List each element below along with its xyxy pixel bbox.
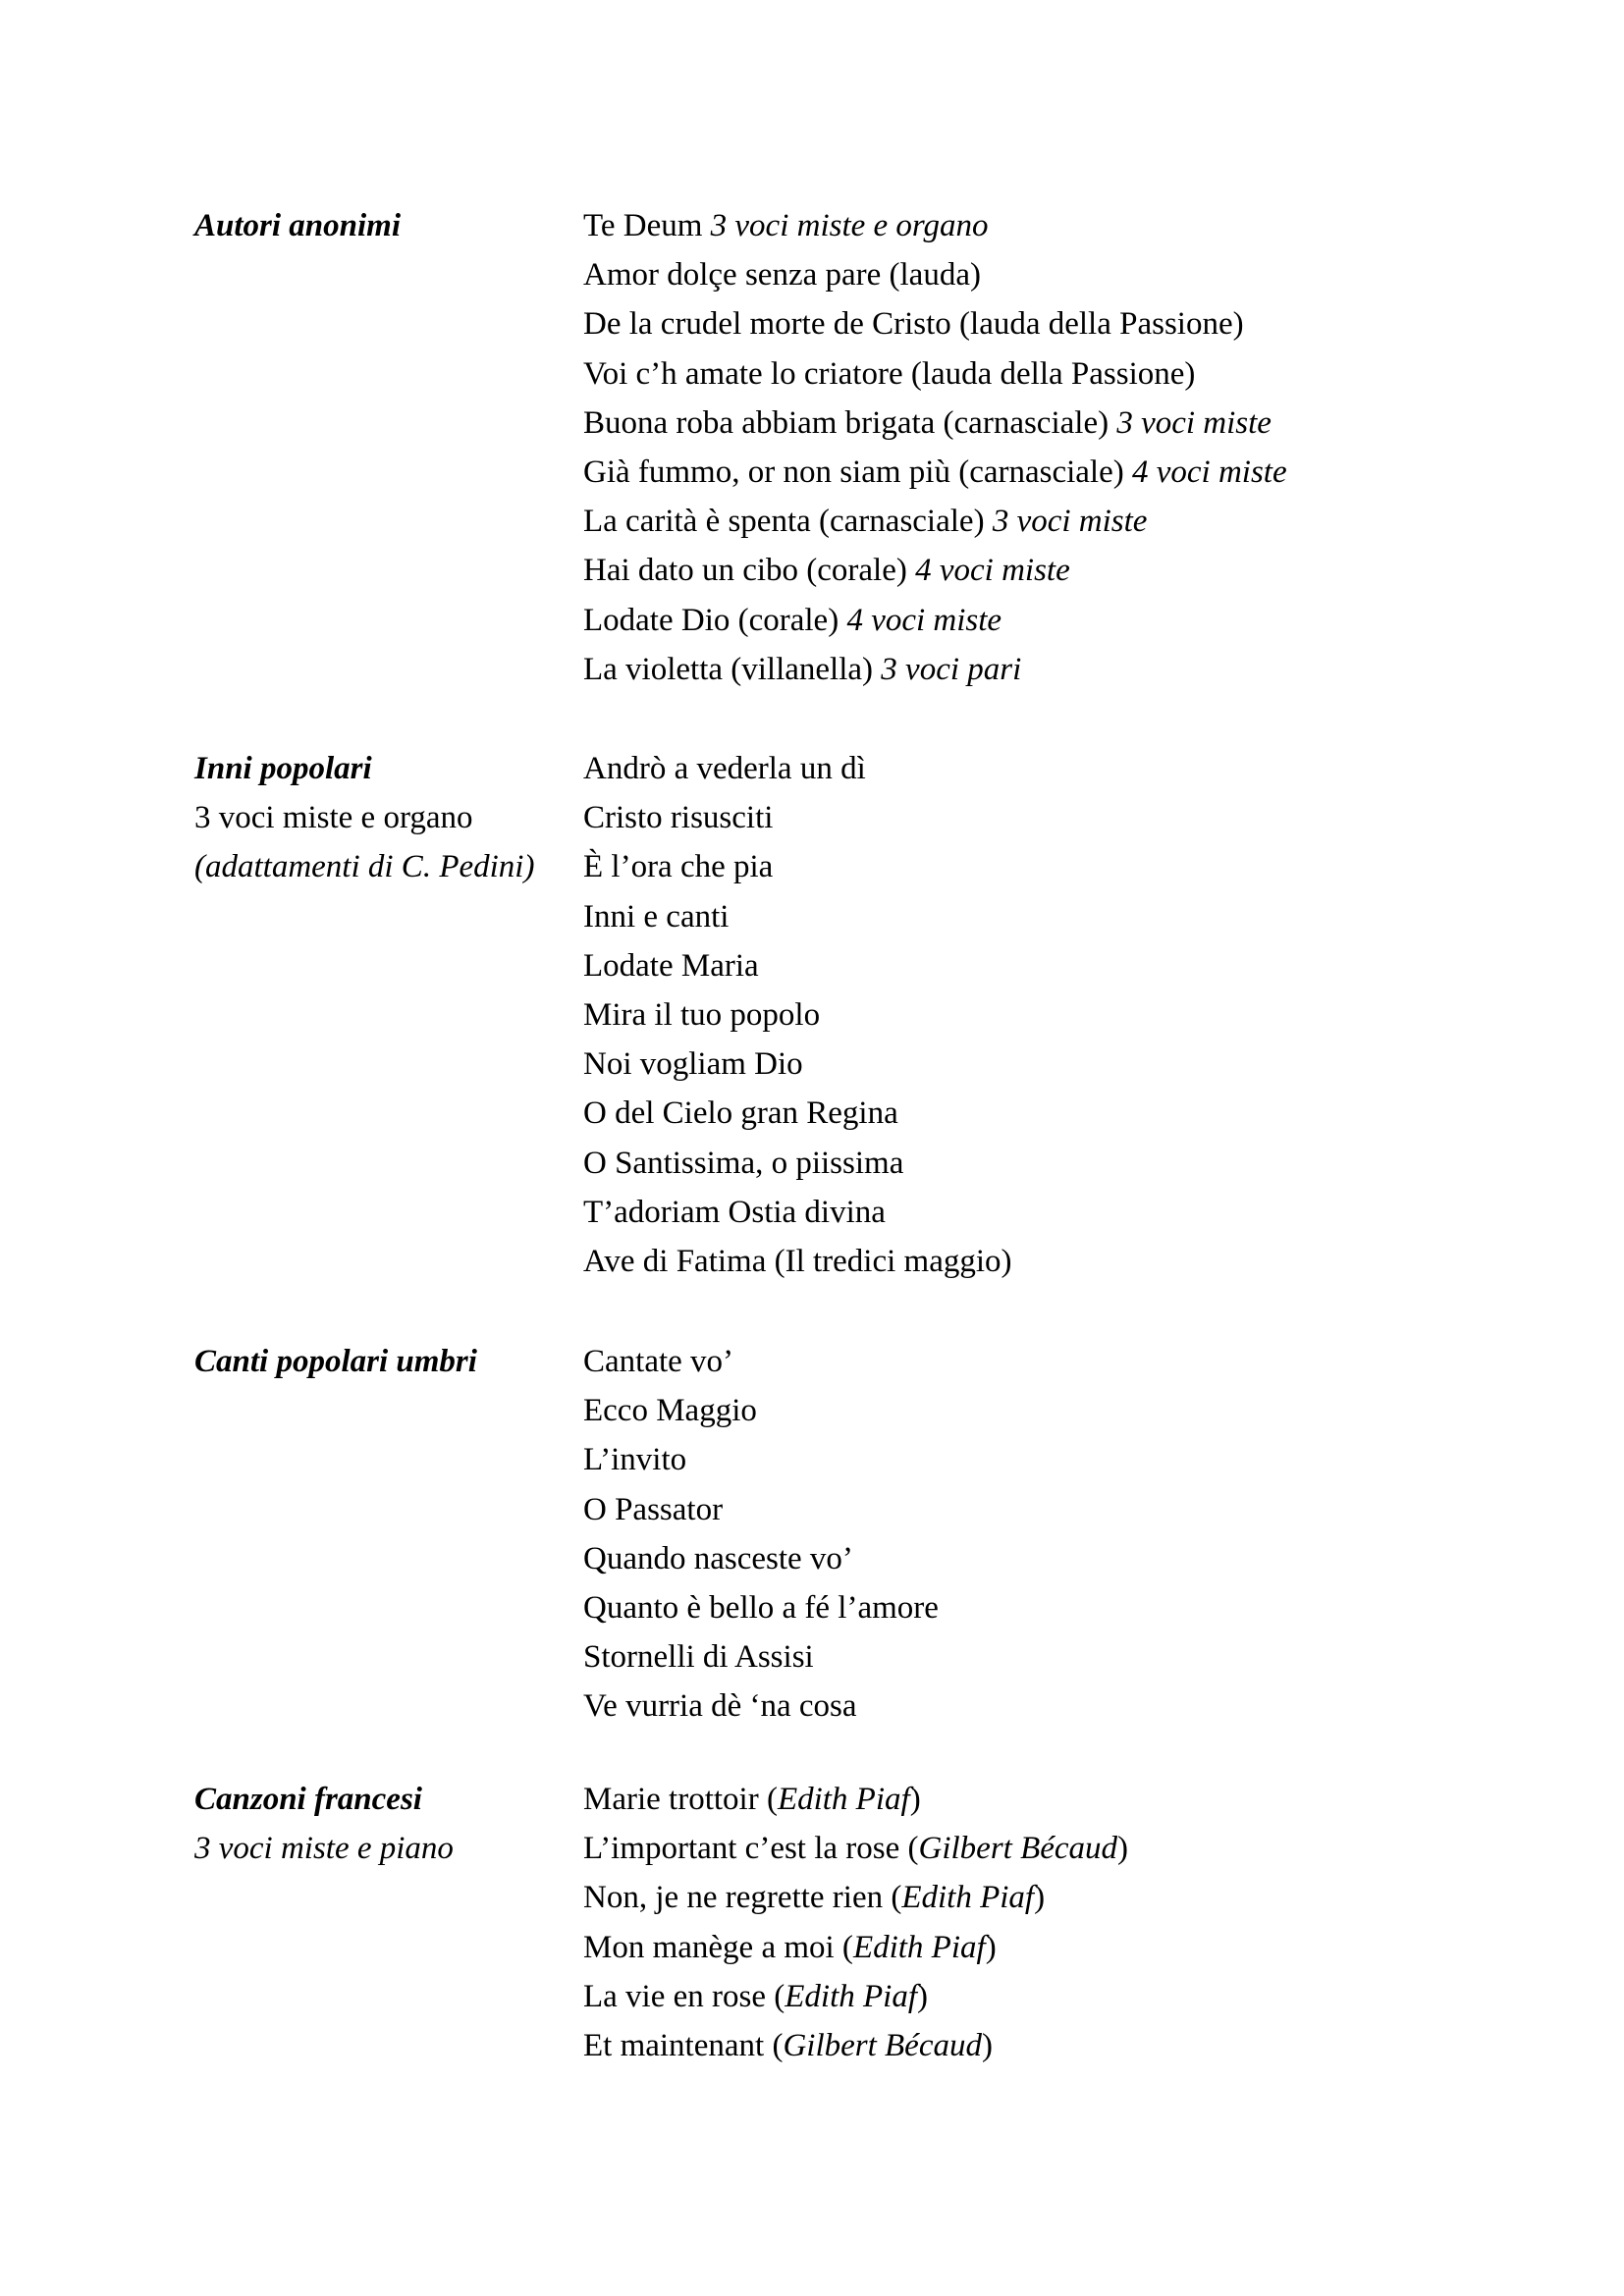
section-subheading: (adattamenti di C. Pedini)	[194, 849, 535, 885]
piece-item	[583, 1873, 1045, 1922]
piece-item	[583, 793, 773, 842]
closing-paren: )	[985, 1929, 997, 1965]
piece-item	[583, 299, 1244, 348]
list-row	[194, 892, 1471, 941]
section-subheading: 3 voci miste e organo	[194, 800, 473, 836]
piece-item	[583, 201, 989, 250]
piece-author: Gilbert Bécaud	[783, 2028, 982, 2063]
piece-title: De la crudel morte de Cristo (lauda della Passione)	[583, 306, 1244, 343]
piece-title: Lodate Maria	[583, 947, 759, 984]
piece-item	[583, 842, 773, 891]
list-row	[194, 1923, 1471, 1972]
section-subheading: 3 voci miste e piano	[194, 1831, 454, 1867]
piece-item	[583, 1583, 939, 1632]
list-row	[194, 448, 1471, 497]
piece-item	[583, 1386, 757, 1435]
piece-item	[583, 1775, 921, 1824]
section-heading: Canti popolari umbri	[194, 1344, 477, 1379]
list-row	[194, 1485, 1471, 1534]
list-row	[194, 1040, 1471, 1089]
piece-item	[583, 1824, 1128, 1873]
piece-title: Mira il tuo popolo	[583, 997, 821, 1033]
piece-item	[583, 1923, 997, 1972]
closing-paren: )	[909, 1782, 921, 1817]
piece-item	[583, 1188, 886, 1237]
piece-item	[583, 1534, 853, 1583]
list-row	[194, 596, 1471, 645]
list-row	[194, 1775, 1471, 1824]
piece-title: Cristo risusciti	[583, 800, 774, 836]
piece-title: È l’ora che pia	[583, 849, 774, 885]
piece-title: O Santissima, o piissima	[583, 1145, 904, 1181]
list-row	[194, 1386, 1471, 1435]
list-row	[194, 990, 1471, 1040]
piece-scoring: 3 voci pari	[881, 651, 1022, 687]
list-row	[194, 546, 1471, 595]
list-row	[194, 1435, 1471, 1484]
list-row	[194, 793, 1471, 842]
list-row	[194, 1873, 1471, 1922]
piece-item	[583, 250, 981, 299]
closing-paren: )	[1034, 1880, 1046, 1916]
list-row	[194, 497, 1471, 546]
list-row	[194, 2021, 1471, 2070]
piece-scoring: 4 voci miste	[1132, 454, 1287, 490]
piece-title: Marie trottoir (	[583, 1782, 778, 1817]
piece-item	[583, 1632, 814, 1682]
piece-item	[583, 448, 1287, 497]
piece-title: Inni e canti	[583, 898, 730, 934]
list-row	[194, 941, 1471, 990]
piece-item	[583, 349, 1195, 399]
piece-scoring: 3 voci miste	[992, 504, 1148, 540]
closing-paren: )	[917, 1978, 928, 2014]
piece-title: Già fummo, or non siam più (carnasciale)	[583, 454, 1124, 490]
piece-item	[583, 1040, 803, 1089]
piece-author: Edith Piaf	[901, 1880, 1035, 1916]
list-row	[194, 1972, 1471, 2021]
piece-item	[583, 596, 1001, 645]
piece-title: Mon manège a moi (	[583, 1929, 853, 1965]
piece-item	[583, 1485, 723, 1534]
section-heading: Canzoni francesi	[194, 1782, 422, 1817]
piece-title: Cantate vo’	[583, 1344, 734, 1379]
piece-item	[583, 2021, 993, 2070]
list-row	[194, 299, 1471, 348]
piece-title: O Passator	[583, 1491, 724, 1527]
list-row	[194, 1583, 1471, 1632]
piece-scoring: 4 voci miste	[915, 553, 1070, 589]
piece-title: Ve vurria dè ‘na cosa	[583, 1688, 857, 1725]
piece-scoring: 3 voci miste	[1116, 404, 1272, 441]
closing-paren: )	[981, 2028, 993, 2063]
piece-title: Noi vogliam Dio	[583, 1046, 803, 1083]
piece-title: Et maintenant (	[583, 2028, 784, 2063]
list-row	[194, 399, 1471, 448]
piece-title: Amor dolçe senza pare (lauda)	[583, 257, 981, 294]
piece-title: Andrò a vederla un dì	[583, 751, 866, 786]
piece-title: Buona roba abbiam brigata (carnasciale)	[583, 404, 1110, 441]
list-row	[194, 1188, 1471, 1237]
list-row	[194, 250, 1471, 299]
piece-title: O del Cielo gran Regina	[583, 1095, 898, 1132]
piece-item	[583, 1237, 1012, 1286]
piece-item	[583, 1435, 686, 1484]
list-row	[194, 1139, 1471, 1188]
section-heading: Autori anonimi	[194, 208, 402, 243]
piece-title: T’adoriam Ostia divina	[583, 1194, 886, 1230]
piece-title: Te Deum	[583, 208, 703, 243]
piece-title: Ecco Maggio	[583, 1393, 757, 1429]
piece-title: Non, je ne regrette rien (	[583, 1880, 902, 1916]
piece-item	[583, 744, 866, 793]
piece-item	[583, 1139, 903, 1188]
piece-item	[583, 546, 1070, 595]
list-row	[194, 1237, 1471, 1286]
closing-paren: )	[1117, 1831, 1129, 1867]
piece-item	[583, 497, 1147, 546]
list-row	[194, 1089, 1471, 1138]
list-row	[194, 1632, 1471, 1682]
piece-scoring: 3 voci miste e organo	[710, 208, 989, 243]
piece-title: L’invito	[583, 1442, 687, 1478]
piece-item	[583, 1089, 898, 1138]
piece-author: Edith Piaf	[777, 1782, 910, 1817]
list-row	[194, 1824, 1471, 1873]
piece-item	[583, 645, 1021, 694]
piece-item	[583, 1682, 857, 1731]
piece-author: Edith Piaf	[852, 1929, 986, 1965]
piece-title: Stornelli di Assisi	[583, 1639, 814, 1676]
piece-title: La violetta (villanella)	[583, 651, 874, 687]
list-row	[194, 201, 1471, 250]
piece-item	[583, 990, 820, 1040]
piece-item	[583, 941, 759, 990]
piece-title: Ave di Fatima (Il tredici maggio)	[583, 1244, 1012, 1279]
piece-title: Quando nasceste vo’	[583, 1540, 853, 1576]
piece-title: Lodate Dio (corale)	[583, 602, 839, 638]
list-row	[194, 349, 1471, 399]
piece-title: La carità è spenta (carnasciale)	[583, 504, 985, 540]
piece-title: Quanto è bello a fé l’amore	[583, 1590, 939, 1626]
list-row	[194, 744, 1471, 793]
piece-author: Edith Piaf	[785, 1978, 917, 2014]
piece-item	[583, 1337, 733, 1386]
piece-item	[583, 892, 729, 941]
piece-title: Voi c’h amate lo criatore (lauda della Passione)	[583, 355, 1196, 392]
piece-item	[583, 1972, 928, 2021]
list-row	[194, 645, 1471, 694]
piece-title: Hai dato un cibo (corale)	[583, 553, 907, 589]
list-row	[194, 1337, 1471, 1386]
piece-title: La vie en rose (	[583, 1978, 785, 2014]
piece-author: Gilbert Bécaud	[918, 1831, 1118, 1867]
piece-item	[583, 399, 1272, 448]
piece-title: L’important c’est la rose (	[583, 1831, 919, 1867]
list-row	[194, 1682, 1471, 1731]
piece-scoring: 4 voci miste	[846, 602, 1002, 638]
list-row	[194, 842, 1471, 891]
section-heading: Inni popolari	[194, 751, 372, 786]
list-row	[194, 1534, 1471, 1583]
